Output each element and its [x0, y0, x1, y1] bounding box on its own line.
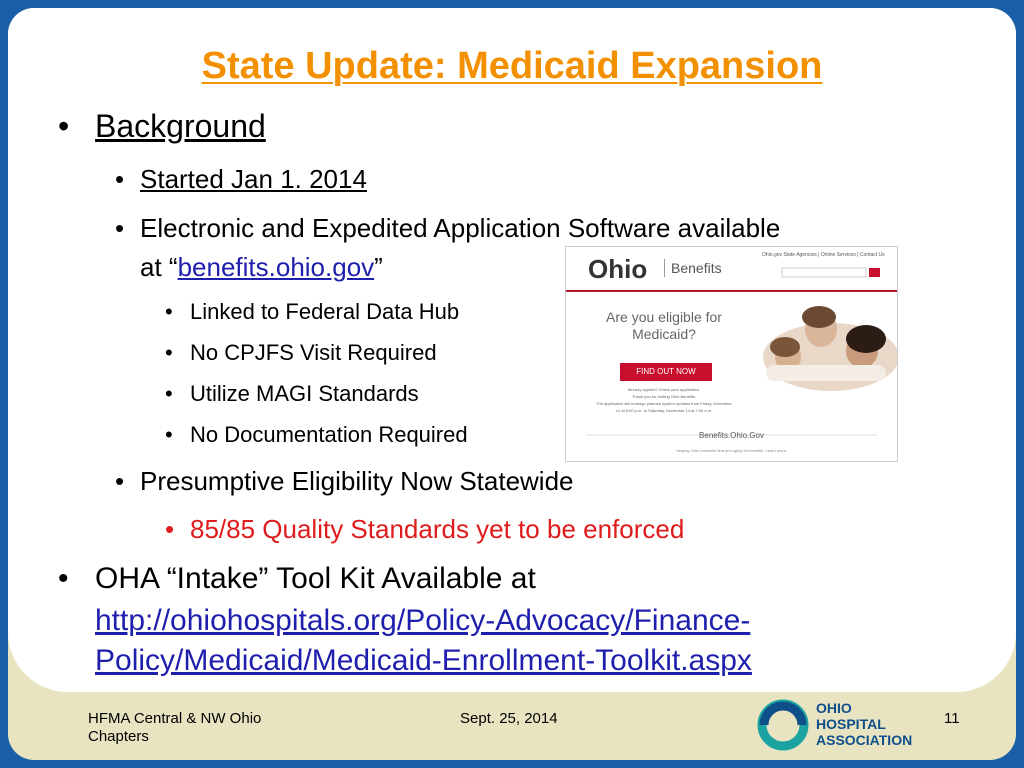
benefits-website-screenshot	[565, 246, 898, 462]
text-quality: 85/85 Quality Standards yet to be enforced	[190, 514, 685, 544]
bullet-quality: •	[165, 514, 175, 544]
bullet-oha: •	[58, 562, 69, 595]
text-presumptive: Presumptive Eligibility Now Statewide	[140, 466, 574, 496]
text-electronic-at: at “benefits.ohio.gov”	[140, 252, 383, 282]
bullet-electronic: •	[115, 213, 125, 243]
ohio-brand: Ohio	[588, 254, 648, 284]
bullet-sub: •	[165, 422, 173, 447]
bullet-sub: •	[165, 381, 173, 406]
benefits-link[interactable]: benefits.ohio.gov	[177, 252, 375, 282]
find-out-now-button[interactable]: FIND OUT NOW	[636, 367, 696, 376]
oha-toolkit-link-line1[interactable]: http://ohiohospitals.org/Policy-Advocacy/Finance-	[95, 604, 751, 637]
logo-text: OHIO HOSPITAL ASSOCIATION	[816, 700, 913, 748]
text-started: Started Jan 1. 2014	[140, 164, 367, 194]
text-oha: OHA “Intake” Tool Kit Available at	[95, 562, 536, 595]
slide-title: State Update: Medicaid Expansion	[201, 45, 823, 87]
bullet-presumptive: •	[115, 466, 125, 496]
heading-background: Background	[95, 108, 266, 144]
footer-date: Sept. 25, 2014	[460, 710, 558, 727]
page-number: 11	[944, 710, 960, 727]
notice-text: Already applied? Check your application. Thank you for visiting Ohio Benefits. The application will undergo planned system updates from Friday, December 14 at 5:00 p.m. to Saturday, December 14 at 7:00 a.m.	[596, 387, 732, 413]
text-no-doc: No Documentation Required	[190, 422, 468, 447]
text-electronic: Electronic and Expedited Application Software available	[140, 213, 781, 243]
site-tagline: Helping Ohio residents find and apply for benefits. Learn more.	[675, 448, 788, 453]
ohio-hospital-association-logo	[756, 698, 934, 752]
bullet-background: •	[58, 108, 70, 144]
top-links: Ohio.gov State Agencies | Online Services | Contact Us	[762, 252, 885, 258]
bullet-started: •	[115, 164, 125, 194]
footer-organization: HFMA Central & NW Ohio Chapters	[88, 710, 262, 745]
bullet-sub: •	[165, 299, 173, 324]
site-name: Benefits.Ohio.Gov	[699, 431, 764, 440]
benefits-section: Benefits	[664, 259, 722, 277]
bullet-sub: •	[165, 340, 173, 365]
text-linked: Linked to Federal Data Hub	[190, 299, 460, 324]
logo-mark-icon	[756, 698, 814, 752]
text-magi: Utilize MAGI Standards	[190, 381, 419, 406]
text-no-visit: No CPJFS Visit Required	[190, 340, 437, 365]
eligibility-question: Are you eligible for Medicaid?	[606, 309, 722, 342]
oha-toolkit-link-line2[interactable]: Policy/Medicaid/Medicaid-Enrollment-Toolkit.aspx	[95, 644, 752, 677]
